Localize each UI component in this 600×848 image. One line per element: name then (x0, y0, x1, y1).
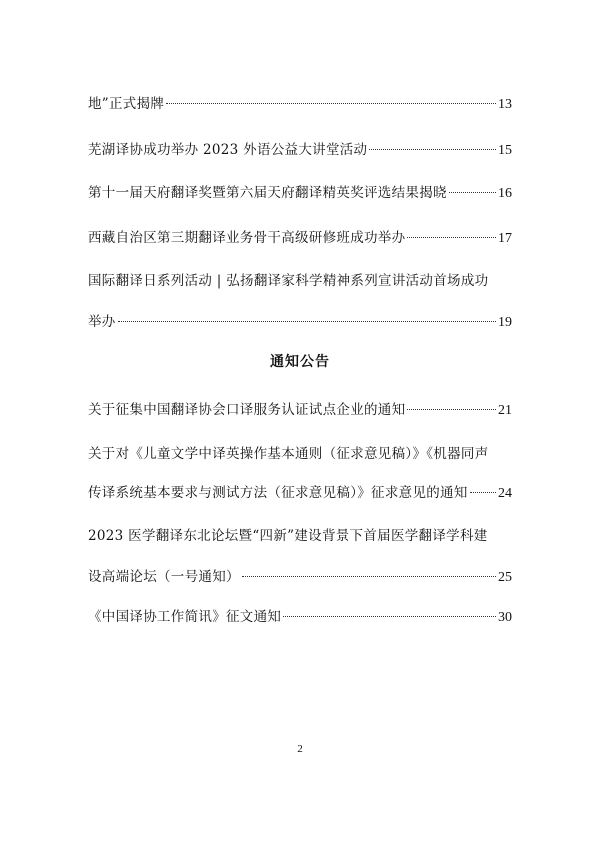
toc-entry-page: 30 (498, 610, 512, 625)
toc-entry[interactable] (88, 310, 512, 334)
toc-entry-title-line1[interactable]: 2023 医学翻译东北论坛暨“四新”建设背景下首届医学翻译学科建 (88, 528, 488, 544)
leader-dots (242, 576, 496, 577)
toc-entry-title: 西藏自治区第三期翻译业务骨干高级研修班成功举办 (88, 230, 406, 246)
leader-dots (470, 492, 496, 493)
toc-entry-page: 17 (498, 231, 512, 246)
toc-entry-page: 24 (498, 486, 512, 501)
leader-dots (118, 321, 496, 322)
toc-entry-page: 25 (498, 570, 512, 585)
toc-entry[interactable] (88, 565, 512, 589)
section-heading: 通知公告 (270, 354, 330, 370)
toc-entry[interactable] (88, 481, 512, 505)
toc-entry[interactable] (88, 605, 512, 629)
toc-entry-title: 第十一届天府翻译奖暨第六届天府翻译精英奖评选结果揭晓 (88, 185, 447, 201)
toc-entry[interactable] (88, 138, 512, 162)
toc-entry-page: 16 (498, 186, 512, 201)
toc-entry[interactable] (88, 92, 512, 116)
toc-entry-title: 《中国译协工作简讯》征文通知 (88, 609, 282, 625)
page-number: 2 (297, 743, 303, 755)
toc-entry-title-line1[interactable]: 国际翻译日系列活动 | 弘扬翻译家科学精神系列宣讲活动首场成功 (88, 273, 489, 289)
leader-dots (369, 149, 496, 150)
toc-entry-title: 举办 (88, 314, 116, 330)
toc-entry-title: 关于征集中国翻译协会口译服务认证试点企业的通知 (88, 402, 406, 418)
leader-dots (283, 616, 496, 617)
toc-entry-page: 15 (498, 143, 512, 158)
toc-entry[interactable] (88, 226, 512, 250)
toc-entry-title: 芜湖译协成功举办 2023 外语公益大讲堂活动 (88, 142, 368, 158)
leader-dots (407, 237, 496, 238)
toc-entry-title: 设高端论坛（一号通知） (88, 569, 240, 585)
leader-dots (449, 192, 496, 193)
leader-dots (407, 409, 496, 410)
toc-entry[interactable] (88, 398, 512, 422)
toc-entry-page: 19 (498, 315, 512, 330)
toc-entry-page: 13 (498, 97, 512, 112)
toc-entry-title: 传译系统基本要求与测试方法（征求意见稿）》征求意见的通知 (88, 485, 468, 501)
leader-dots (166, 103, 496, 104)
toc-entry-title-line1[interactable]: 关于对《儿童文学中译英操作基本通则（征求意见稿）》《机器同声 (88, 446, 489, 462)
toc-entry-title: 地”正式揭牌 (88, 96, 165, 112)
toc-entry-page: 21 (498, 403, 512, 418)
toc-entry[interactable] (88, 181, 512, 205)
